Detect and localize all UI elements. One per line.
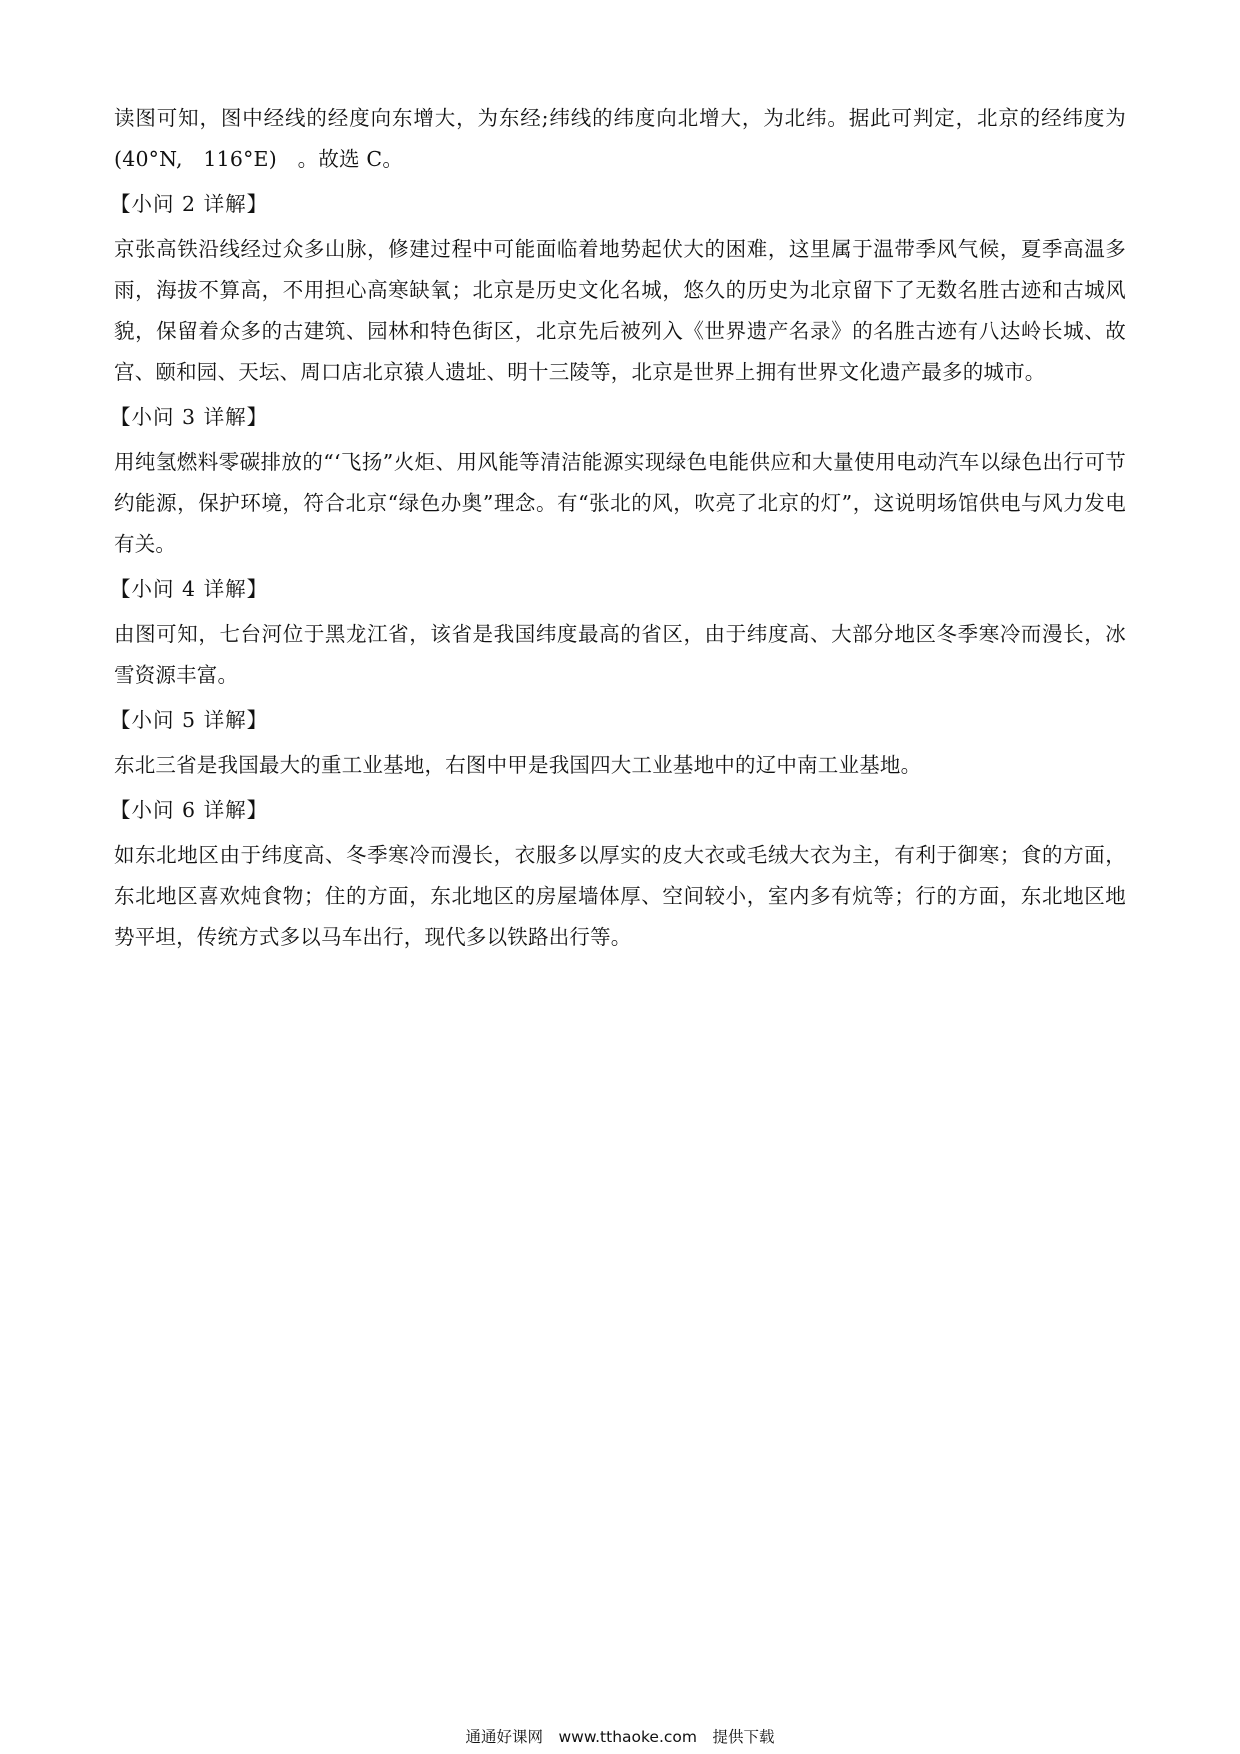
- paragraph-answer-5: 东北三省是我国最大的重工业基地，右图中甲是我国四大工业基地中的辽中南工业基地。: [114, 753, 922, 777]
- document-body: [110, 98, 1126, 958]
- heading-question-3: 【小问 3 详解】: [110, 405, 269, 429]
- page-footer: 通通好课网 www.tthaoke.com 提供下载: [465, 1728, 775, 1746]
- paragraph-answer-2: 京张高铁沿线经过众多山脉，修建过程中可能面临着地势起伏大的困难，这里属于温带季风气候，夏季高温多雨，海拔不算高，不用担心高寒缺氧；北京是历史文化名城，悠久的历史为北京留下了无数名胜古迹和古城风貌，保留着众多的古建筑、园林和特色街区，北京先后被列入《世界遗产名录》的名胜古迹有八达岭长城、故宫、颐和园、天坛、周口店北京猿人遗址、明十三陵等，北京是世界上拥有世界文化遗产最多的城市。: [114, 237, 1126, 384]
- paragraph-answer-6: 如东北地区由于纬度高、冬季寒冷而漫长，衣服多以厚实的皮大衣或毛绒大衣为主，有利于御寒；食的方面，东北地区喜欢炖食物；住的方面，东北地区的房屋墙体厚、空间较小，室内多有炕等；行的方面，东北地区地势平坦，传统方式多以马车出行，现代多以铁路出行等。: [114, 843, 1126, 949]
- paragraph-answer-4: 由图可知，七台河位于黑龙江省，该省是我国纬度最高的省区，由于纬度高、大部分地区冬季寒冷而漫长，冰雪资源丰富。: [114, 622, 1126, 687]
- paragraph-answer-1: 读图可知，图中经线的经度向东增大，为东经;纬线的纬度向北增大，为北纬。据此可判定，北京的经纬度为(40°N, 116°E) 。故选 C。: [114, 106, 1126, 171]
- paragraph-answer-3: 用纯氢燃料零碳排放的“‘飞扬”火炬、用风能等清洁能源实现绿色电能供应和大量使用电动汽车以绿色出行可节约能源，保护环境，符合北京“绿色办奥”理念。有“张北的风，吹亮了北京的灯”，这说明场馆供电与风力发电有关。: [114, 450, 1126, 556]
- heading-question-5: 【小问 5 详解】: [110, 708, 269, 732]
- heading-question-6: 【小问 6 详解】: [110, 798, 269, 822]
- heading-question-4: 【小问 4 详解】: [110, 577, 269, 601]
- heading-question-2: 【小问 2 详解】: [110, 192, 269, 216]
